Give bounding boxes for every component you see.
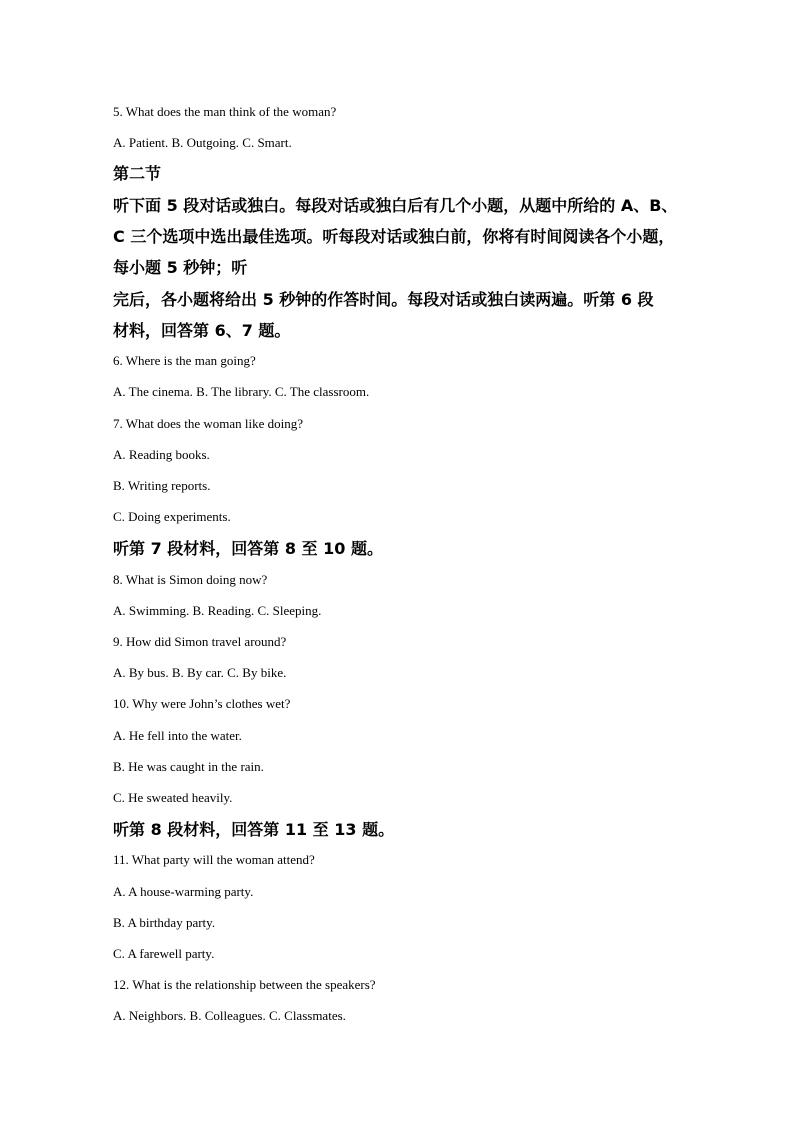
question-8-options: A. Swimming. B. Reading. C. Sleeping. xyxy=(113,603,322,618)
question-10-option-b: B. He was caught in the rain. xyxy=(113,759,264,774)
section-heading-7: 听第 7 段材料，回答第 8 至 10 题。 xyxy=(113,539,383,558)
question-6-options: A. The cinema. B. The library. C. The classroom. xyxy=(113,384,370,399)
question-12: 12. What is the relationship between the speakers? xyxy=(113,977,376,992)
question-11-option-b: B. A birthday party. xyxy=(113,915,216,930)
question-5: 5. What does the man think of the woman? xyxy=(113,104,337,119)
section-heading-8: 听第 8 段材料，回答第 11 至 13 题。 xyxy=(113,820,395,839)
question-10-option-c: C. He sweated heavily. xyxy=(113,790,233,805)
section-instructions-line-1: 听下面 5 段对话或独白。每段对话或独白后有几个小题，从题中所给的 A、B、 xyxy=(113,196,678,215)
question-8: 8. What is Simon doing now? xyxy=(113,572,268,587)
question-7: 7. What does the woman like doing? xyxy=(113,416,304,431)
question-5-options: A. Patient. B. Outgoing. C. Smart. xyxy=(113,135,292,150)
question-9-options: A. By bus. B. By car. C. By bike. xyxy=(113,665,287,680)
section-title: 第二节 xyxy=(113,164,162,183)
question-11: 11. What party will the woman attend? xyxy=(113,852,315,867)
question-10-option-a: A. He fell into the water. xyxy=(113,728,242,743)
question-11-option-c: C. A farewell party. xyxy=(113,946,215,961)
question-12-options: A. Neighbors. B. Colleagues. C. Classmates. xyxy=(113,1008,346,1023)
question-7-option-b: B. Writing reports. xyxy=(113,478,211,493)
question-9: 9. How did Simon travel around? xyxy=(113,634,287,649)
section-instructions-line-3: 每小题 5 秒钟；听 xyxy=(113,258,248,277)
section-instructions-line-5: 材料，回答第 6、7 题。 xyxy=(113,321,291,340)
section-instructions-line-4: 完后，各小题将给出 5 秒钟的作答时间。每段对话或独白读两遍。听第 6 段 xyxy=(113,290,654,309)
question-6: 6. Where is the man going? xyxy=(113,353,256,368)
question-10: 10. Why were John’s clothes wet? xyxy=(113,696,291,711)
question-7-option-a: A. Reading books. xyxy=(113,447,210,462)
question-7-option-c: C. Doing experiments. xyxy=(113,509,231,524)
section-instructions-line-2: C 三个选项中选出最佳选项。听每段对话或独白前，你将有时间阅读各个小题， xyxy=(113,227,675,246)
question-11-option-a: A. A house-warming party. xyxy=(113,884,254,899)
